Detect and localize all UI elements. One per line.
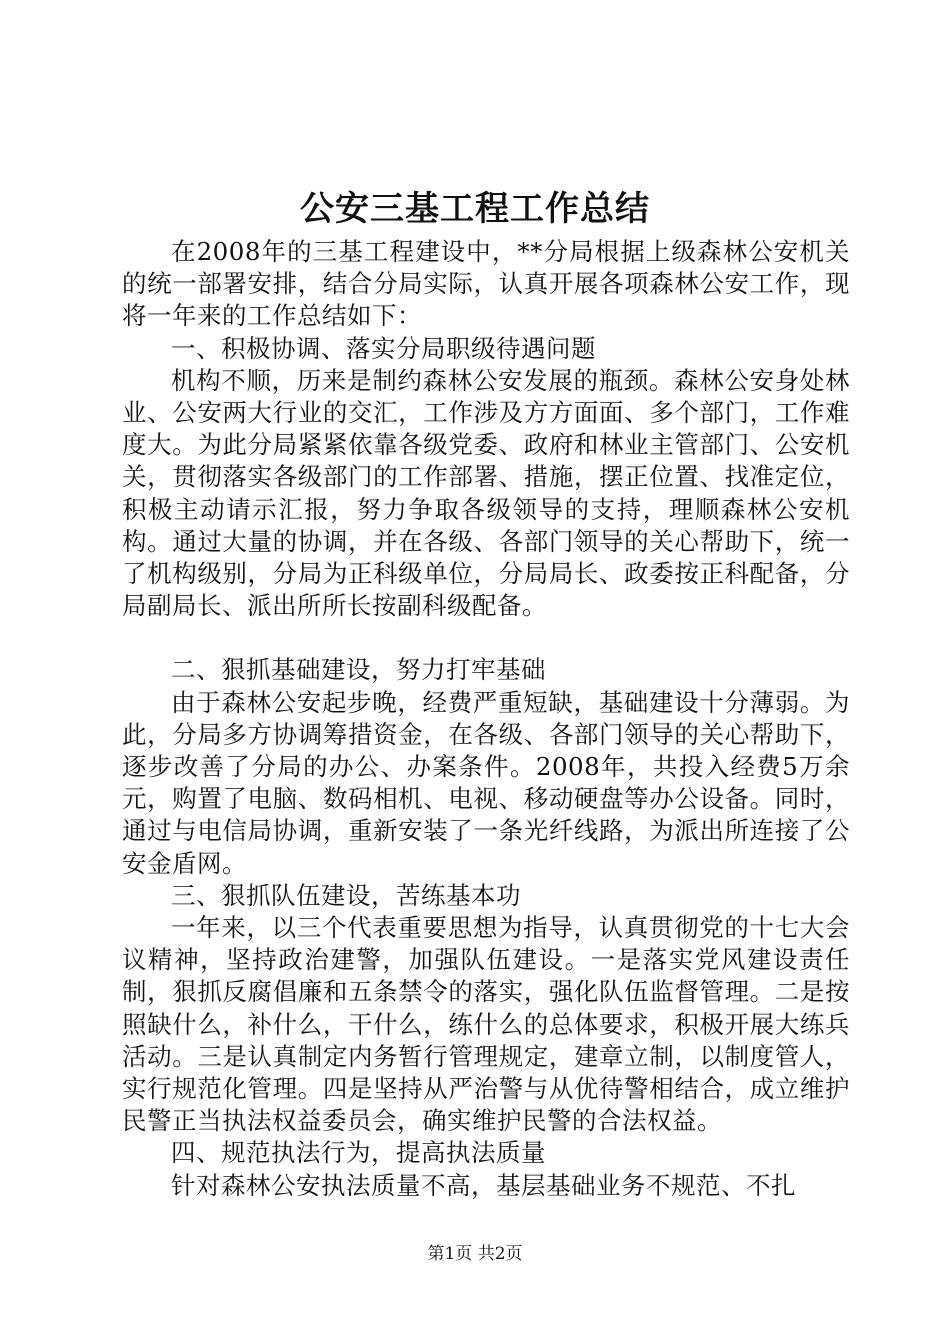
section-heading-1: 一、积极协调、落实分局职级待遇问题	[171, 333, 596, 363]
page-footer: 第1页 共2页	[427, 1244, 523, 1264]
paragraph-spacer	[122, 622, 850, 654]
document-body	[122, 236, 850, 1202]
section-paragraph-4: 针对森林公安执法质量不高，基层基础业务不规范、不扎	[171, 1170, 796, 1200]
intro-paragraph: 在2008年的三基工程建设中，**分局根据上级森林公安机关的统一部署安排，结合分局实际，认真开展各项森林公安工作，现将一年来的工作总结如下：	[122, 237, 850, 331]
section-heading-2: 二、狠抓基础建设，努力打牢基础	[171, 655, 546, 685]
section-paragraph-1: 机构不顺，历来是制约森林公安发展的瓶颈。森林公安身处林业、公安两大行业的交汇，工作涉及方方面面、多个部门，工作难度大。为此分局紧紧依靠各级党委、政府和林业主管部门、公安机关，贯彻落实各级部门的工作部署、措施，摆正位置、找准定位，积极主动请示汇报，努力争取各级领导的支持，理顺森林公安机构。通过大量的协调，并在各级、各部门领导的关心帮助下，统一了机构级别，分局为正科级单位，分局局长、政委按正科配备，分局副局长、派出所所长按副科级配备。	[122, 365, 850, 621]
document-title: 公安三基工程工作总结	[300, 189, 650, 229]
section-heading-3: 三、狠抓队伍建设，苦练基本功	[171, 880, 521, 910]
section-paragraph-3: 一年来，以三个代表重要思想为指导，认真贯彻党的十七大会议精神，坚持政治建警，加强队伍建设。一是落实党风建设责任制，狠抓反腐倡廉和五条禁令的落实，强化队伍监督管理。二是按照缺什么，补什么，干什么，练什么的总体要求，积极开展大练兵活动。三是认真制定内务暂行管理规定，建章立制，以制度管人，实行规范化管理。四是坚持从严治警与从优待警相结合，成立维护民警正当执法权益委员会，确实维护民警的合法权益。	[122, 913, 850, 1136]
section-heading-4: 四、规范执法行为，提高执法质量	[171, 1138, 546, 1168]
section-paragraph-2: 由于森林公安起步晚，经费严重短缺，基础建设十分薄弱。为此，分局多方协调筹措资金，在各级、各部门领导的关心帮助下，逐步改善了分局的办公、办案条件。2008年，共投入经费5万余元，购置了电脑、数码相机、电视、移动硬盘等办公设备。同时，通过与电信局协调，重新安装了一条光纤线路，为派出所连接了公安金盾网。	[122, 687, 850, 878]
